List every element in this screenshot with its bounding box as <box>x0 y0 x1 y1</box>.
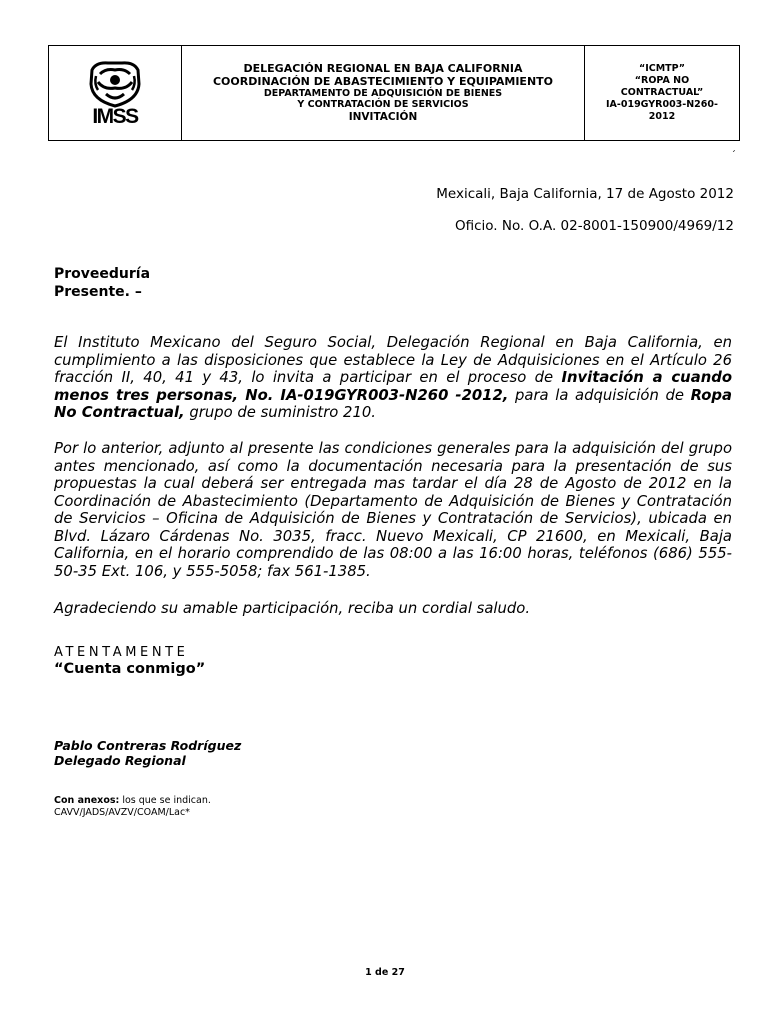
process-number: Invitación a cuando menos tres personas, No. IA-019GYR003-N260 -2012, <box>54 369 732 404</box>
stray-mark: ´ <box>731 150 736 161</box>
paragraph-1-text-b: para la adquisición de <box>508 386 691 404</box>
initials: CAVV/JADS/AVZV/COAM/Lac* <box>54 807 190 818</box>
paragraph-thanks: Agradeciendo su amable participación, reciba un cordial saludo. <box>54 600 531 617</box>
paragraph-invitation <box>54 334 732 422</box>
header-line-4: Y CONTRATACIÓN DE SERVICIOS <box>297 99 469 110</box>
closing: ATENTAMENTE <box>54 645 189 660</box>
paragraph-1-text-c: grupo de suministro 210. <box>184 404 376 421</box>
recipient-salutation: Presente. – <box>54 284 142 300</box>
recipient-block <box>54 265 150 301</box>
paragraph-conditions: Por lo anterior, adjunto al presente las condiciones generales para la adquisición del grupo antes mencionado, así como la documentación necesaria para la presentación de sus propuestas la cual deberá ser entregada mas tardar el día 28 de Agosto de 2012 en la Coordinación de Abastecimiento (Departamento de Adquisición de Bienes y Contratación de Servicios – Oficina de Adquisición de Bienes y Contratación de Servicios), ubicada en Blvd. Lázaro Cárdenas No. 3035, fracc. Nuevo Mexicali, CP 21600, en Mexicali, Baja California, en el horario comprendido de las 08:00 a las 16:00 horas, teléfonos (686) 555-50-35 Ext. 106, y 555-5058; fax 561-1385. <box>54 440 732 580</box>
recipient-name: Proveeduría <box>54 266 151 282</box>
imss-logo <box>84 60 146 127</box>
header-line-2: COORDINACIÓN DE ABASTECIMIENTO Y EQUIPAMIENTO <box>212 75 554 88</box>
annexes-text: los que se indican. <box>119 795 211 806</box>
reference-line-1: “ICMTP” <box>638 63 686 74</box>
motto: “Cuenta conmigo” <box>54 661 206 677</box>
place-date: Mexicali, Baja California, 17 de Agosto 2012 <box>436 186 734 202</box>
header-line-3: DEPARTAMENTO DE ADQUISICIÓN DE BIENES <box>263 88 503 99</box>
letterhead-table <box>48 45 740 141</box>
header-reference-cell <box>585 46 739 140</box>
reference-line-5: 2012 <box>648 111 676 122</box>
signature-block <box>54 738 241 768</box>
signer-name: Pablo Contreras Rodríguez <box>54 738 242 753</box>
oficio-number: Oficio. No. O.A. 02-8001-150900/4969/12 <box>454 218 734 234</box>
header-title-cell <box>182 46 585 140</box>
reference-line-4: IA-019GYR003-N260- <box>606 99 718 110</box>
page-number: 1 de 27 <box>365 967 405 978</box>
logo-cell <box>49 46 182 140</box>
reference-line-3: CONTRACTUAL” <box>620 87 704 98</box>
header-line-5: INVITACIÓN <box>348 111 418 123</box>
product-name: Ropa No Contractual, <box>54 386 732 421</box>
annexes-note <box>54 795 211 819</box>
imss-emblem-icon <box>84 60 146 108</box>
paragraph-1-text-a: El Instituto Mexicano del Seguro Social, Delegación Regional en Baja California, en cumplimiento a las disposiciones que establece la Ley de Adquisiciones en el Artículo 26 fracción II, 40, 41 y 43, lo invita a participar en el proceso de <box>54 334 732 386</box>
header-line-1: DELEGACIÓN REGIONAL EN BAJA CALIFORNIA <box>243 62 523 75</box>
reference-line-2: “ROPA NO <box>634 75 690 86</box>
signer-title: Delegado Regional <box>54 753 186 768</box>
logo-wordmark: IMSS <box>92 104 138 128</box>
annexes-label: Con anexos: <box>54 795 120 806</box>
